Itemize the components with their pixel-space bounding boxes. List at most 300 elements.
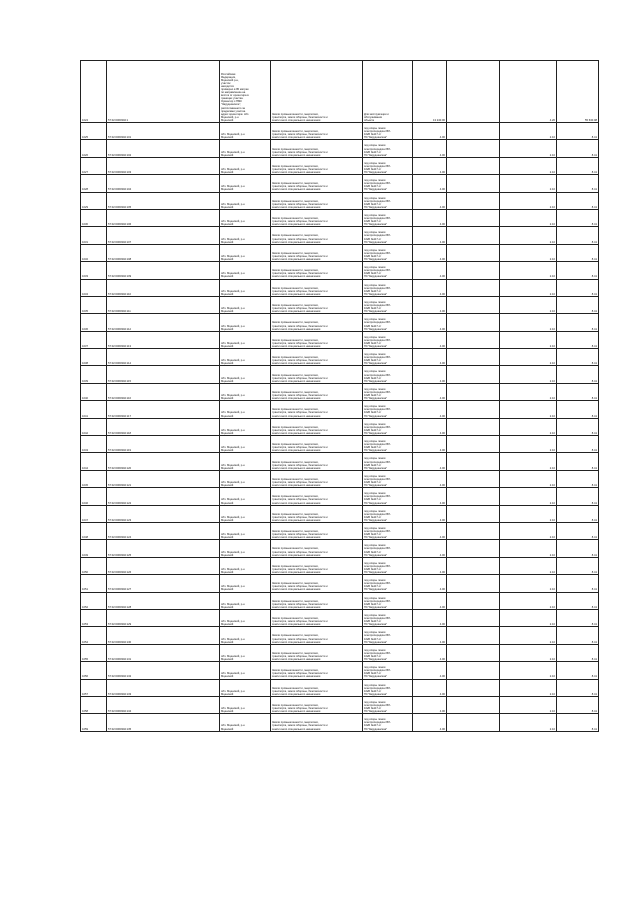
rate-cell: 2.10 bbox=[500, 453, 557, 470]
table-row bbox=[81, 244, 599, 261]
text-line: электропередачи ВЛ- bbox=[364, 564, 391, 568]
land-category-cell bbox=[271, 401, 363, 418]
amount-cell: 8.41 bbox=[557, 262, 599, 279]
address-cell bbox=[220, 244, 271, 261]
table-row bbox=[81, 662, 599, 679]
value-cell-6 bbox=[447, 175, 500, 192]
text-line: земли иного специального назначения bbox=[272, 379, 321, 383]
row-number: 1047 bbox=[81, 505, 107, 522]
land-category-cell bbox=[271, 609, 363, 626]
text-line: обл. Мценский, р-н bbox=[221, 324, 245, 328]
land-category-cell bbox=[271, 192, 363, 209]
text-line: транспорта, земли обороны, безопасности и bbox=[272, 689, 328, 693]
text-line: 10кВ №117 от bbox=[364, 533, 382, 537]
area-cell: 13 240.00 bbox=[413, 61, 447, 123]
amount-cell: 8.41 bbox=[557, 244, 599, 261]
text-line: Мценский bbox=[221, 310, 234, 314]
land-category-cell bbox=[271, 488, 363, 505]
table-row bbox=[81, 540, 599, 557]
text-line: 10кВ №117 от bbox=[364, 463, 382, 467]
text-line: 10кВ №117 от bbox=[364, 428, 382, 432]
value-cell-6 bbox=[447, 244, 500, 261]
amount-cell: 8.41 bbox=[557, 470, 599, 487]
cadastral-number: 57:02:0060302:128 bbox=[107, 592, 220, 609]
text-line: обл. Мценский, р-н bbox=[221, 428, 245, 432]
text-line: Земли промышленности, энергетики, bbox=[272, 269, 319, 273]
table-row bbox=[81, 575, 599, 592]
text-line: под опоры линии bbox=[364, 213, 386, 217]
text-line: Земли промышленности, энергетики, bbox=[272, 217, 319, 221]
address-cell bbox=[220, 627, 271, 644]
amount-cell: 8.41 bbox=[557, 175, 599, 192]
rate-cell: 2.10 bbox=[500, 192, 557, 209]
text-line: 10кВ №117 от bbox=[364, 689, 382, 693]
cadastral-number: 57:02:0060302:112 bbox=[107, 314, 220, 331]
text-line: обл. Мценский, р-н bbox=[221, 394, 245, 398]
rate-cell: 2.10 bbox=[500, 296, 557, 313]
value-cell-6 bbox=[447, 662, 500, 679]
table-row bbox=[81, 453, 599, 470]
text-line: транспорта, земли обороны, безопасности и bbox=[272, 550, 328, 554]
cadastral-number: 57:02:0060302:115 bbox=[107, 366, 220, 383]
table-row bbox=[81, 331, 599, 348]
row-number: 1026 bbox=[81, 140, 107, 157]
value-cell-6 bbox=[447, 123, 500, 140]
text-line: земли иного специального назначения bbox=[272, 623, 321, 627]
amount-cell: 8.41 bbox=[557, 662, 599, 679]
text-line: электропередачи ВЛ- bbox=[364, 182, 391, 186]
text-line: земли иного специального назначения bbox=[272, 153, 321, 157]
permitted-use-cell bbox=[363, 349, 413, 366]
amount-cell: 8.41 bbox=[557, 436, 599, 453]
permitted-use-cell bbox=[363, 140, 413, 157]
value-cell-6 bbox=[447, 522, 500, 539]
row-number: 1045 bbox=[81, 470, 107, 487]
table-row bbox=[81, 505, 599, 522]
permitted-use-cell bbox=[363, 175, 413, 192]
permitted-use-cell bbox=[363, 644, 413, 661]
rate-cell: 2.10 bbox=[500, 575, 557, 592]
text-line: обл. Мценский, р-н bbox=[221, 585, 245, 589]
text-line: ПС"Заруднянская" bbox=[364, 153, 388, 157]
text-line: транспорта, земли обороны, безопасности и bbox=[272, 724, 328, 728]
table-row bbox=[81, 279, 599, 296]
text-line: ПС"Заруднянская" bbox=[364, 310, 388, 314]
value-cell-6 bbox=[447, 349, 500, 366]
text-line: обл. Мценский, р-н bbox=[221, 133, 245, 137]
text-line: объекта bbox=[364, 118, 375, 122]
text-line: 10кВ №117 от bbox=[364, 585, 382, 589]
cadastral-number: 57:02:0060302:103 bbox=[107, 157, 220, 174]
text-line: ПС"Заруднянская" bbox=[364, 640, 388, 644]
row-number: 1052 bbox=[81, 592, 107, 609]
text-line: электропередачи ВЛ- bbox=[364, 686, 391, 690]
text-line: Мценский bbox=[221, 258, 234, 262]
text-line: земли иного специального назначения bbox=[272, 310, 321, 314]
area-cell: 4.00 bbox=[413, 244, 447, 261]
text-line: ПС"Заруднянская" bbox=[364, 710, 388, 714]
text-line: под опоры линии bbox=[364, 666, 386, 670]
rate-cell: 2.10 bbox=[500, 714, 557, 731]
permitted-use-cell bbox=[363, 488, 413, 505]
value-cell-6 bbox=[447, 418, 500, 435]
text-line: Земли промышленности, энергетики, bbox=[272, 721, 319, 725]
text-line: под опоры линии bbox=[364, 648, 386, 652]
text-line: земли иного специального назначения bbox=[272, 449, 321, 453]
row-number: 1035 bbox=[81, 296, 107, 313]
text-line: земли иного специального назначения bbox=[272, 188, 321, 192]
text-line: Земли промышленности, энергетики, bbox=[272, 634, 319, 638]
text-line: обл. Мценский, р-н bbox=[221, 359, 245, 363]
text-line: электропередачи ВЛ- bbox=[364, 304, 391, 308]
rate-cell: 2.10 bbox=[500, 349, 557, 366]
address-cell bbox=[220, 470, 271, 487]
text-line: обл. Мценский, р-н bbox=[221, 654, 245, 658]
text-line: Мценский bbox=[221, 727, 234, 731]
land-category-cell bbox=[271, 383, 363, 400]
table-row bbox=[81, 314, 599, 331]
area-cell: 4.00 bbox=[413, 575, 447, 592]
row-number: 1040 bbox=[81, 383, 107, 400]
text-line: обл. Мценский, р-н bbox=[221, 550, 245, 554]
text-line: ПС"Заруднянская" bbox=[364, 292, 388, 296]
permitted-use-cell bbox=[363, 470, 413, 487]
amount-cell: 8.41 bbox=[557, 123, 599, 140]
text-line: транспорта, земли обороны, безопасности и bbox=[272, 707, 328, 711]
text-line: Мценский bbox=[221, 240, 234, 244]
text-line: земли иного специального назначения bbox=[272, 171, 321, 175]
cadastral-number: 57:02:0060302:110 bbox=[107, 279, 220, 296]
text-line: под опоры линии bbox=[364, 561, 386, 565]
cadastral-number: 57:02:0060302:130 bbox=[107, 627, 220, 644]
rate-cell: 2.10 bbox=[500, 366, 557, 383]
text-line: 10кВ №117 от bbox=[364, 167, 382, 171]
text-line: транспорта, земли обороны, безопасности и bbox=[272, 167, 328, 171]
text-line: обл. Мценский, р-н bbox=[221, 567, 245, 571]
text-line: 10кВ №117 от bbox=[364, 220, 382, 224]
text-line: 10кВ №117 от bbox=[364, 341, 382, 345]
text-line: под опоры линии bbox=[364, 405, 386, 409]
text-line: Земли промышленности, энергетики, bbox=[272, 321, 319, 325]
amount-cell: 8.41 bbox=[557, 575, 599, 592]
cadastral-number: 57:02:0060302:123 bbox=[107, 505, 220, 522]
text-line: ПС"Заруднянская" bbox=[364, 275, 388, 279]
text-line: под опоры линии bbox=[364, 196, 386, 200]
text-line: Земли промышленности, энергетики, bbox=[272, 251, 319, 255]
text-line: Мценский bbox=[221, 397, 234, 401]
address-cell bbox=[220, 279, 271, 296]
address-cell bbox=[220, 505, 271, 522]
value-cell-6 bbox=[447, 366, 500, 383]
text-line: земли иного специального назначения bbox=[272, 588, 321, 592]
text-line: Для эксплуатации и bbox=[364, 112, 389, 116]
text-line: Российская bbox=[221, 72, 236, 76]
permitted-use-cell bbox=[363, 296, 413, 313]
text-line: Земли промышленности, энергетики, bbox=[272, 547, 319, 551]
rate-cell: 2.10 bbox=[500, 436, 557, 453]
row-number: 1039 bbox=[81, 366, 107, 383]
text-line: Мценский bbox=[221, 484, 234, 488]
text-line: электропередачи ВЛ- bbox=[364, 373, 391, 377]
text-line: под опоры линии bbox=[364, 127, 386, 131]
permitted-use-cell bbox=[363, 209, 413, 226]
amount-cell: 8.41 bbox=[557, 540, 599, 557]
text-line: Земли промышленности, энергетики, bbox=[272, 582, 319, 586]
text-line: под опоры линии bbox=[364, 370, 386, 374]
cadastral-number: 57:02:0060302:125 bbox=[107, 540, 220, 557]
permitted-use-cell bbox=[363, 436, 413, 453]
rate-cell: 2.10 bbox=[500, 662, 557, 679]
cadastral-number: 57:02:0060302:105 bbox=[107, 192, 220, 209]
text-line: обл. Мценский, р-н bbox=[221, 272, 245, 276]
rate-cell: 2.10 bbox=[500, 627, 557, 644]
value-cell-6 bbox=[447, 192, 500, 209]
row-number: 1055 bbox=[81, 644, 107, 661]
text-line: под опоры линии bbox=[364, 718, 386, 722]
permitted-use-cell bbox=[363, 453, 413, 470]
table-row bbox=[81, 175, 599, 192]
text-line: Земли промышленности, энергетики, bbox=[272, 617, 319, 621]
row-number: 1051 bbox=[81, 575, 107, 592]
text-line: под опоры линии bbox=[364, 248, 386, 252]
text-line: Мценский bbox=[221, 692, 234, 696]
text-line: обл. Мценский, р-н bbox=[221, 533, 245, 537]
text-line: Мценский bbox=[221, 588, 234, 592]
text-line: обл. Мценский, р-н bbox=[221, 498, 245, 502]
cadastral-number: 57:02:0060302:121 bbox=[107, 470, 220, 487]
value-cell-6 bbox=[447, 696, 500, 713]
text-line: Земли промышленности, энергетики, bbox=[272, 304, 319, 308]
cadastral-number: 57:02:0060302:109 bbox=[107, 262, 220, 279]
amount-cell: 8.41 bbox=[557, 349, 599, 366]
cadastral-number: 57:02:0060302:111 bbox=[107, 296, 220, 313]
table-row bbox=[81, 696, 599, 713]
cadastral-number: 57:02:0060302:104 bbox=[107, 175, 220, 192]
cadastral-number: 57:02:0060302:119 bbox=[107, 436, 220, 453]
row-number: 1024 bbox=[81, 61, 107, 123]
table-row bbox=[81, 61, 599, 123]
text-line: Земли промышленности, энергетики, bbox=[272, 338, 319, 342]
address-cell bbox=[220, 557, 271, 574]
value-cell-6 bbox=[447, 453, 500, 470]
land-category-cell bbox=[271, 296, 363, 313]
value-cell-6 bbox=[447, 609, 500, 626]
area-cell: 4.00 bbox=[413, 123, 447, 140]
text-line: обл. Мценский, р-н bbox=[221, 446, 245, 450]
row-number: 1028 bbox=[81, 175, 107, 192]
text-line: транспорта, земли обороны, безопасности и bbox=[272, 637, 328, 641]
text-line: под опоры линии bbox=[364, 509, 386, 513]
text-line: ПС"Заруднянская" bbox=[364, 623, 388, 627]
text-line: земли иного специального назначения bbox=[272, 275, 321, 279]
text-line: земли иного специального назначения bbox=[272, 692, 321, 696]
text-line: Мценский р-н, bbox=[221, 78, 239, 82]
address-cell bbox=[220, 436, 271, 453]
amount-cell: 8.41 bbox=[557, 279, 599, 296]
value-cell-6 bbox=[447, 314, 500, 331]
text-line: ПС"Заруднянская" bbox=[364, 379, 388, 383]
rate-cell: 2.10 bbox=[500, 262, 557, 279]
text-line: Мценский bbox=[221, 188, 234, 192]
text-line: границах участка. bbox=[221, 97, 244, 101]
text-line: электропередачи ВЛ- bbox=[364, 130, 391, 134]
address-cell bbox=[220, 696, 271, 713]
text-line: электропередачи ВЛ- bbox=[364, 217, 391, 221]
text-line: ПС"Заруднянская" bbox=[364, 431, 388, 435]
text-line: восток от ориентира в bbox=[221, 94, 249, 98]
cadastral-number: 57:02:0060302:116 bbox=[107, 383, 220, 400]
area-cell: 4.00 bbox=[413, 349, 447, 366]
value-cell-6 bbox=[447, 331, 500, 348]
text-line: под опоры линии bbox=[364, 613, 386, 617]
amount-cell: 55 630.08 bbox=[557, 61, 599, 123]
text-line: транспорта, земли обороны, безопасности и bbox=[272, 254, 328, 258]
value-cell-6 bbox=[447, 714, 500, 731]
cadastral-number: 57:02:0060302:124 bbox=[107, 522, 220, 539]
land-category-cell bbox=[271, 470, 363, 487]
text-line: под опоры линии bbox=[364, 161, 386, 165]
value-cell-6 bbox=[447, 383, 500, 400]
table-row bbox=[81, 366, 599, 383]
table-row bbox=[81, 470, 599, 487]
text-line: Земли промышленности, энергетики, bbox=[272, 425, 319, 429]
text-line: обл. Мценский, р-н bbox=[221, 481, 245, 485]
amount-cell: 8.41 bbox=[557, 366, 599, 383]
text-line: под опоры линии bbox=[364, 387, 386, 391]
text-line: 10кВ №117 от bbox=[364, 724, 382, 728]
row-number: 1050 bbox=[81, 557, 107, 574]
text-line: Земли промышленности, энергетики, bbox=[272, 286, 319, 290]
text-line: электропередачи ВЛ- bbox=[364, 617, 391, 621]
address-cell bbox=[220, 679, 271, 696]
text-line: примерно в 80 метрах bbox=[221, 87, 249, 91]
text-line: земли иного специального назначения bbox=[272, 710, 321, 714]
text-line: электропередачи ВЛ- bbox=[364, 582, 391, 586]
amount-cell: 8.41 bbox=[557, 488, 599, 505]
text-line: земли иного специального назначения bbox=[272, 258, 321, 262]
land-category-cell bbox=[271, 366, 363, 383]
permitted-use-cell bbox=[363, 244, 413, 261]
rate-cell: 2.10 bbox=[500, 592, 557, 609]
address-cell bbox=[220, 331, 271, 348]
row-number: 1044 bbox=[81, 453, 107, 470]
table-row bbox=[81, 557, 599, 574]
text-line: земли иного специального назначения bbox=[272, 205, 321, 209]
cadastral-number: 57:02:0060302:133 bbox=[107, 679, 220, 696]
rate-cell: 2.10 bbox=[500, 470, 557, 487]
text-line: ПС"Заруднянская" bbox=[364, 553, 388, 557]
area-cell: 4.00 bbox=[413, 296, 447, 313]
text-line: обл. Мценский, р-н bbox=[221, 463, 245, 467]
text-line: транспорта, земли обороны, безопасности и bbox=[272, 272, 328, 276]
table-row bbox=[81, 227, 599, 244]
value-cell-6 bbox=[447, 279, 500, 296]
text-line: транспорта, земли обороны, безопасности и bbox=[272, 376, 328, 380]
row-number: 1053 bbox=[81, 609, 107, 626]
table-row bbox=[81, 401, 599, 418]
text-line: ПС"Заруднянская" bbox=[364, 605, 388, 609]
text-line: земли иного специального назначения bbox=[272, 553, 321, 557]
table-row bbox=[81, 609, 599, 626]
permitted-use-cell bbox=[363, 575, 413, 592]
value-cell-6 bbox=[447, 157, 500, 174]
text-line: электропередачи ВЛ- bbox=[364, 408, 391, 412]
table-row bbox=[81, 592, 599, 609]
row-number: 1037 bbox=[81, 331, 107, 348]
text-line: Земли промышленности, энергетики, bbox=[272, 564, 319, 568]
text-line: земли иного специального назначения bbox=[272, 240, 321, 244]
text-line: Земли промышленности, энергетики, bbox=[272, 199, 319, 203]
area-cell: 4.00 bbox=[413, 662, 447, 679]
text-line: обл. Мценский, р-н bbox=[221, 672, 245, 676]
text-line: электропередачи ВЛ- bbox=[364, 704, 391, 707]
text-line: Земли промышленности, энергетики, bbox=[272, 704, 319, 707]
text-line: транспорта, земли обороны, безопасности и bbox=[272, 220, 328, 224]
text-line: ПС"Заруднянская" bbox=[364, 692, 388, 696]
table-row bbox=[81, 418, 599, 435]
text-line: Мценский bbox=[221, 414, 234, 418]
text-line: Земли промышленности, энергетики, bbox=[272, 130, 319, 134]
text-line: ПС"Заруднянская" bbox=[364, 205, 388, 209]
land-category-cell bbox=[271, 505, 363, 522]
text-line: Ориентир с.ПМК bbox=[221, 100, 242, 104]
text-line: транспорта, земли обороны, безопасности и bbox=[272, 463, 328, 467]
value-cell-6 bbox=[447, 140, 500, 157]
text-line: Мценский bbox=[221, 275, 234, 279]
text-line: Мценский bbox=[221, 553, 234, 557]
land-category-cell bbox=[271, 418, 363, 435]
table-row bbox=[81, 679, 599, 696]
text-line: под опоры линии bbox=[364, 544, 386, 548]
text-line: обл. Мценский, р-н bbox=[221, 602, 245, 606]
permitted-use-cell bbox=[363, 609, 413, 626]
table-body bbox=[81, 61, 599, 732]
text-line: обл. Мценский, р-н bbox=[221, 254, 245, 258]
text-line: ПС"Заруднянская" bbox=[364, 397, 388, 401]
text-line: Мценский bbox=[221, 431, 234, 435]
text-line: 10кВ №117 от bbox=[364, 394, 382, 398]
text-line: транспорта, земли обороны, безопасности и bbox=[272, 202, 328, 206]
address-cell bbox=[220, 314, 271, 331]
text-line: участок bbox=[221, 81, 231, 85]
text-line: ПС"Заруднянская" bbox=[364, 327, 388, 331]
text-line: земли иного специального назначения bbox=[272, 484, 321, 488]
text-line: обл. Мценский, р-н bbox=[221, 515, 245, 519]
cadastral-number: 57:02:0060302:131 bbox=[107, 644, 220, 661]
row-number: 1033 bbox=[81, 262, 107, 279]
row-number: 1029 bbox=[81, 192, 107, 209]
area-cell: 4.00 bbox=[413, 279, 447, 296]
rate-cell: 2.10 bbox=[500, 209, 557, 226]
text-line: ПС"Заруднянская" bbox=[364, 658, 388, 662]
row-number: 1049 bbox=[81, 540, 107, 557]
text-line: транспорта, земли обороны, безопасности и bbox=[272, 133, 328, 137]
text-line: электропередачи ВЛ- bbox=[364, 669, 391, 673]
text-line: 10кВ №117 от bbox=[364, 567, 382, 571]
permitted-use-cell bbox=[363, 61, 413, 123]
land-category-cell bbox=[271, 679, 363, 696]
text-line: Мценский bbox=[221, 501, 234, 505]
text-line: 10кВ №117 от bbox=[364, 637, 382, 641]
amount-cell: 8.41 bbox=[557, 557, 599, 574]
row-number: 1056 bbox=[81, 662, 107, 679]
text-line: Мценский bbox=[221, 710, 234, 714]
permitted-use-cell bbox=[363, 418, 413, 435]
text-line: обл. Мценский, р-н bbox=[221, 202, 245, 206]
text-line: Земли промышленности, энергетики, bbox=[272, 182, 319, 186]
address-cell bbox=[220, 209, 271, 226]
text-line: Мценский bbox=[221, 640, 234, 644]
